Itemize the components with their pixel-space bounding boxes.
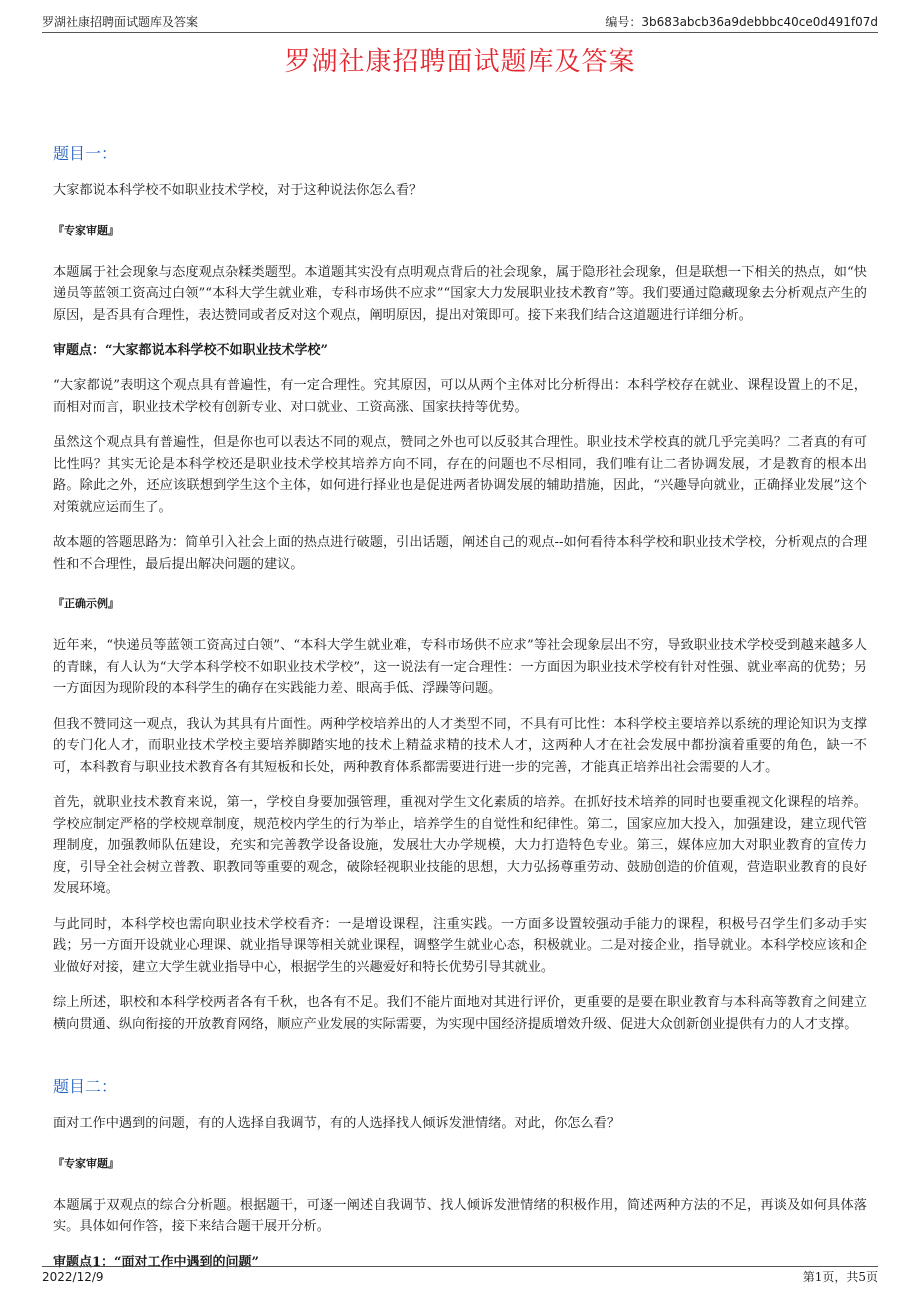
header-doc-id: 编号：3b683abcb36a9debbbc40ce0d491f07d — [605, 15, 878, 29]
question-2-text: 面对工作中遇到的问题，有的人选择自我调节，有的人选择找人倾诉发泄情绪。对此，你怎么看？ — [53, 1116, 621, 1131]
document-body — [53, 142, 867, 1273]
example-paragraph: 近年来，“快递员等蓝领工资高过白领”、“本科大学生就业难，专科市场供不应求”等社会现象层出不穷，导致职业技术学校受到越来越多人的青睐，有人认为“大学本科学校不如职业技术学校”，这一说法有一定合理性：一方面因为职业技术学校有针对性强、就业率高的优势；另一方面因为现阶段的本科学生的确存在实践能力差、眼高手低、浮躁等问题。 — [53, 638, 867, 696]
question-2-heading: 题目二： — [53, 1077, 118, 1096]
question-1-text: 大家都说本科学校不如职业技术学校，对于这种说法你怎么看？ — [53, 183, 423, 198]
review-point-paragraph: 虽然这个观点具有普遍性，但是你也可以表达不同的观点，赞同之外也可以反驳其合理性。职业技术学校真的就几乎完美吗？二者真的有可比性吗？其实无论是本科学校还是职业技术学校其培养方向不同，存在的问题也不尽相同，我们唯有让二者协调发展，才是教育的根本出路。除此之外，还应该联想到学生这个主体，如何进行择业也是促进两者协调发展的辅助措施，因此，“兴趣导向就业，正确择业发展”这个对策就应运而生了。 — [53, 435, 867, 515]
review-point-paragraph: “大家都说”表明这个观点具有普遍性，有一定合理性。究其原因，可以从两个主体对比分析得出：本科学校存在就业、课程设置上的不足，而相对而言，职业技术学校有创新专业、对口就业、工资高涨、国家扶持等优势。 — [53, 378, 867, 415]
question-1-analysis: 本题属于社会现象与态度观点杂糅类题型。本道题其实没有点明观点背后的社会现象，属于隐形社会现象，但是联想一下相关的热点，如“快递员等蓝领工资高过白领”“本科大学生就业难，专科市场供不应求”“国家大力发展职业技术教育”等。我们要通过隐藏现象去分析观点产生的原因，是否具有合理性，表达赞同或者反对这个观点，阐明原因，提出对策即可。接下来我们结合这道题进行详细分析。 — [53, 264, 867, 323]
example-paragraph: 首先，就职业技术教育来说，第一，学校自身要加强管理，重视对学生文化素质的培养。在抓好技术培养的同时也要重视文化课程的培养。学校应制定严格的学校规章制度，规范校内学生的行为举止，培养学生的自觉性和纪律性。第二，国家应加大投入，加强建设，建立现代管理制度，加强教师队伍建设，充实和完善教学设备设施，发展壮大办学规模，大力打造特色专业。第三，媒体应加大对职业教育的宣传力度，引导全社会树立普教、职教同等重要的观念，破除轻视职业技能的思想，大力弘扬尊重劳动、鼓励创造的价值观，营造职业教育的良好发展环境。 — [53, 795, 867, 896]
page-header — [42, 12, 878, 33]
document-title: 罗湖社康招聘面试题库及答案 — [284, 47, 636, 77]
correct-example-tag: 『正确示例』 — [53, 597, 119, 610]
page-footer — [42, 1266, 878, 1287]
example-paragraph: 但我不赞同这一观点，我认为其具有片面性。两种学校培养出的人才类型不同，不具有可比性：本科学校主要培养以系统的理论知识为支撑的专门化人才，而职业技术学校主要培养脚踏实地的技术上精益求精的技术人才，这两种人才在社会发展中都扮演着重要的角色，缺一不可，本科教育与职业技术教育各有其短板和长处，两种教育体系都需要进行进一步的完善，才能真正培养出社会需要的人才。 — [53, 716, 867, 775]
review-point-paragraph: 故本题的答题思路为：简单引入社会上面的热点进行破题，引出话题，阐述自己的观点--如何看待本科学校和职业技术学校，分析观点的合理性和不合理性，最后提出解决问题的建议。 — [53, 535, 867, 572]
footer-date: 2022/12/9 — [42, 1270, 104, 1284]
review-point-title: 审题点：“大家都说本科学校不如职业技术学校” — [53, 343, 328, 358]
question-2-analysis: 本题属于双观点的综合分析题。根据题干，可逐一阐述自我调节、找人倾诉发泄情绪的积极作用，简述两种方法的不足，再谈及如何具体落实。具体如何作答，接下来结合题干展开分析。 — [53, 1197, 867, 1234]
example-paragraph: 与此同时，本科学校也需向职业技术学校看齐：一是增设课程，注重实践。一方面多设置较强动手能力的课程，积极号召学生们多动手实践；另一方面开设就业心理课、就业指导课等相关就业课程，调整学生就业心态，积极就业。二是对接企业，指导就业。本科学校应该和企业做好对接，建立大学生就业指导中心，根据学生的兴趣爱好和特长优势引导其就业。 — [53, 916, 867, 975]
expert-review-tag: 『专家审题』 — [53, 223, 119, 237]
question-1-heading: 题目一： — [53, 144, 118, 163]
page-number: 第1页，共5页 — [802, 1270, 878, 1284]
header-doc-title: 罗湖社康招聘面试题库及答案 — [42, 15, 199, 29]
example-paragraph: 综上所述，职校和本科学校两者各有千秋，也各有不足。我们不能片面地对其进行评价，更重要的是要在职业教育与本科高等教育之间建立横向贯通、纵向衔接的开放教育网络，顺应产业发展的实际需要，为实现中国经济提质增效升级、促进大众创新创业提供有力的人才支撑。 — [53, 995, 867, 1032]
review-point-title: 审题点1：“面对工作中遇到的问题” — [53, 1254, 260, 1270]
expert-review-tag: 『专家审题』 — [53, 1156, 119, 1170]
